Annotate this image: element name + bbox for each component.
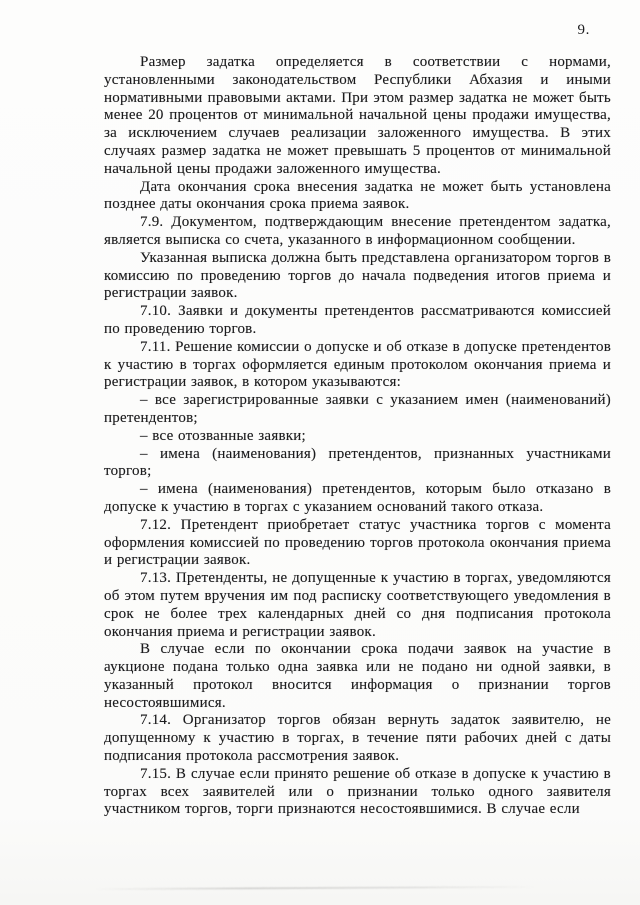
- paragraph: – имена (наименования) претендентов, признанных участниками торгов;: [104, 445, 611, 480]
- paragraph: Указанная выписка должна быть представлена организатором торгов в комиссию по проведению торгов до начала подведения итогов приема и регистрации заявок.: [104, 249, 611, 302]
- paragraph: 7.10. Заявки и документы претендентов рассматриваются комиссией по проведению торгов.: [104, 303, 611, 337]
- paragraph: В случае если по окончании срока подачи заявок на участие в аукционе подана только одна заявка или не подано ни одной заявки, в указанный протокол вносится информация о признании торгов несостоявшимися.: [104, 641, 611, 711]
- paragraph: 7.13. Претенденты, не допущенные к участию в торгах, уведомляются об этом путем вручения им под расписку соответствующего уведомления в срок не более трех календарных дней со дня подписания протокола окончания приема и регистрации заявок.: [104, 570, 611, 640]
- paragraph: – имена (наименования) претендентов, которым было отказано в допуске к участию в торгах с указанием оснований такого отказа.: [104, 481, 611, 515]
- document-body: [104, 54, 611, 819]
- scan-artifact: [95, 886, 535, 890]
- paragraph: – все отозванные заявки;: [140, 427, 306, 444]
- paragraph: 7.12. Претендент приобретает статус участника торгов с момента оформления комиссией по проведению торгов протокола окончания приема и регистрации заявок.: [104, 516, 611, 569]
- paragraph: – все зарегистрированные заявки с указанием имен (наименований) претендентов;: [104, 392, 611, 426]
- paragraph: 7.9. Документом, подтверждающим внесение претендентом задатка, является выписка со счета, указанного в информационном сообщении.: [104, 214, 611, 248]
- paragraph: 7.11. Решение комиссии о допуске и об отказе в допуске претендентов к участию в торгах оформляется единым протоколом окончания приема и регистрации заявок, в котором указываются:: [104, 338, 611, 391]
- paragraph: 7.14. Организатор торгов обязан вернуть задаток заявителю, не допущенному к участию в торгах, в течение пяти рабочих дней с даты подписания протокола рассмотрения заявок.: [104, 712, 611, 765]
- paragraph: Размер задатка определяется в соответствии с нормами, установленными законодательством Республики Абхазия и иными нормативными правовыми актами. При этом размер задатка не может быть менее 20 процентов от минимальной начальной цены продажи имущества, за исключением случаев реализации заложенного имущества. В этих случаях размер задатка не может превышать 5 процентов от минимальной начальной цены продажи заложенного имущества.: [104, 54, 611, 177]
- paragraph: Дата окончания срока внесения задатка не может быть установлена позднее даты окончания срока приема заявок.: [104, 178, 611, 213]
- page-number: 9.: [577, 22, 590, 38]
- paragraph: 7.15. В случае если принято решение об отказе в допуске к участию в торгах всех заявителей или о признании только одного заявителя участником торгов, торги признаются несостоявшимися. В случае если: [104, 765, 611, 818]
